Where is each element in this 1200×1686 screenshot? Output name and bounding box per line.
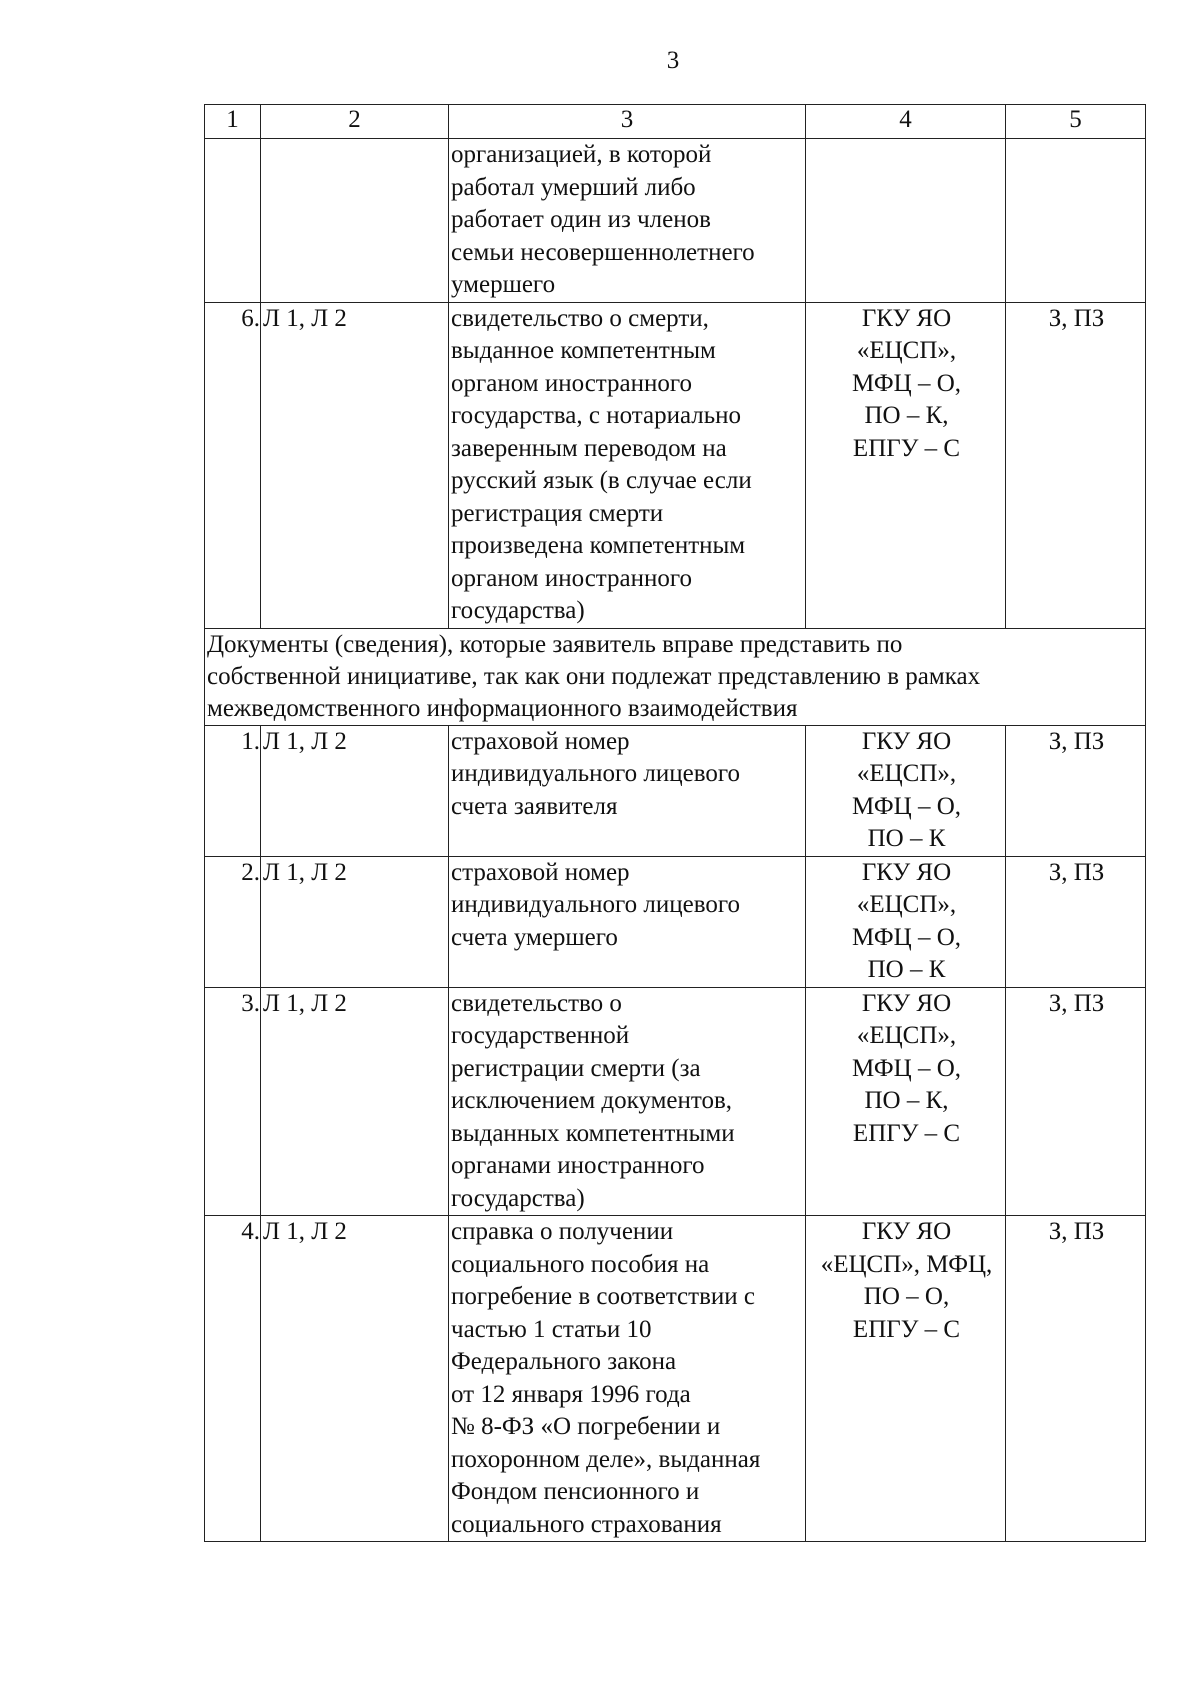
document-cell [449,1216,806,1542]
document-text-line: организацией, в которой [451,141,712,168]
row-number: 3. [205,987,261,1216]
form-cell: З, ПЗ [1006,1216,1146,1542]
code-cell: Л 1, Л 2 [261,987,449,1216]
section-heading [205,628,1146,725]
document-text-line: № 8-ФЗ «О погребении и [451,1413,721,1440]
form-cell: З, ПЗ [1006,302,1146,628]
document-cell [449,302,806,628]
where-line: ГКУ ЯО [861,858,952,886]
where-cell [806,302,1006,628]
code-cell: Л 1, Л 2 [261,302,449,628]
where-cell [806,1216,1006,1542]
where-line: ЕПГУ – С [852,1119,961,1147]
document-text-line: органом иностранного [451,369,693,397]
column-number: 4 [806,105,1006,139]
where-line: «ЕЦСП», [856,760,957,787]
where-cell [806,987,1006,1216]
section-heading-row [205,628,1146,725]
where-line: «ЕЦСП», [856,337,957,364]
documents-table [204,104,1146,1542]
document-text-line: русский язык (в случае если [451,467,752,494]
code-cell: Л 1, Л 2 [261,1216,449,1542]
row-number: 4. [205,1216,261,1542]
document-text-line: органами иностранного [451,1152,705,1179]
document-text-line: заверенным переводом на [451,434,727,462]
where-line: «ЕЦСП», МФЦ, [820,1250,993,1278]
document-text-line: умершего [451,271,556,298]
where-line: «ЕЦСП», [856,891,957,918]
column-number-row [205,105,1146,139]
where-line: ЕПГУ – С [852,1315,961,1343]
document-text-line: страховой номер [451,858,630,886]
where-line: ГКУ ЯО [861,727,952,755]
document-text-line: органом иностранного [451,564,693,592]
document-text-line: счета заявителя [451,792,618,820]
document-text-line: регистрация смерти [451,499,664,527]
document-text-line: страховой номер [451,727,630,755]
form-cell: З, ПЗ [1006,987,1146,1216]
where-cell [806,139,1006,303]
form-cell [1006,139,1146,303]
document-text-line: частью 1 статьи 10 [451,1315,652,1343]
where-cell [806,856,1006,987]
where-line: ГКУ ЯО [861,304,952,332]
document-cell [449,856,806,987]
where-line: ГКУ ЯО [861,1218,952,1245]
document-text-line: Федерального закона [451,1348,677,1375]
document-text-line: справка о получении [451,1218,674,1245]
form-cell: З, ПЗ [1006,725,1146,856]
where-cell [806,725,1006,856]
where-line: ЕПГУ – С [852,434,961,462]
where-line: МФЦ – О, [851,923,961,951]
document-text-line: индивидуального лицевого [451,891,740,918]
section-heading-line: межведомственного информационного взаимодействия [207,694,798,722]
where-line: ПО – К, [864,1087,949,1114]
code-cell [261,139,449,303]
table-row [205,987,1146,1216]
document-cell [449,139,806,303]
row-number: 1. [205,725,261,856]
document-text-line: государства) [451,597,585,624]
document-cell [449,987,806,1216]
table-row [205,1216,1146,1542]
document-text-line: похоронном деле», выданная [451,1445,761,1473]
where-line: МФЦ – О, [851,792,961,820]
section-heading-line: Документы (сведения), которые заявитель вправе представить по [207,630,903,658]
table-row-continued [205,139,1146,303]
document-text-line: работает один из членов [451,206,711,233]
form-cell: З, ПЗ [1006,856,1146,987]
document-text-line: социального страхования [451,1510,722,1538]
where-line: ПО – К [867,956,946,983]
section-heading-line: собственной инициативе, так как они подлежат представлению в рамках [207,662,981,690]
document-text-line: произведена компетентным [451,532,746,559]
document-text-line: индивидуального лицевого [451,760,740,787]
document-text-line: погребение в соответствии с [451,1283,755,1310]
document-text-line: исключением документов, [451,1087,733,1114]
document-text-line: выданных компетентными [451,1119,735,1147]
column-number: 3 [449,105,806,139]
where-line: ПО – К, [864,402,949,429]
column-number: 5 [1006,105,1146,139]
table-row [205,302,1146,628]
row-number: 6. [205,302,261,628]
document-text-line: социального пособия на [451,1250,710,1278]
where-line: «ЕЦСП», [856,1022,957,1049]
row-number-cell [205,139,261,303]
document-text-line: семьи несовершеннолетнего [451,238,755,266]
document-text-line: государства, с нотариально [451,402,742,429]
where-line: ПО – О, [863,1283,950,1310]
where-line: МФЦ – О, [851,369,961,397]
where-line: ПО – К [867,825,946,852]
table-row [205,856,1146,987]
page-number: 3 [666,47,680,74]
document-text-line: государственной [451,1022,630,1049]
document-text-line: государства) [451,1184,585,1212]
document-text-line: работал умерший либо [451,173,696,201]
where-line: МФЦ – О, [851,1054,961,1082]
column-number: 2 [261,105,449,139]
row-number: 2. [205,856,261,987]
document-text-line: Фондом пенсионного и [451,1478,700,1505]
document-text-line: счета умершего [451,923,618,951]
column-number: 1 [205,105,261,139]
document-text-line: от 12 января 1996 года [451,1380,691,1408]
document-cell [449,725,806,856]
document-text-line: свидетельство о смерти, [451,304,709,332]
document-text-line: свидетельство о [451,989,622,1017]
where-line: ГКУ ЯО [861,989,952,1017]
table-row [205,725,1146,856]
document-text-line: выданное компетентным [451,337,716,364]
code-cell: Л 1, Л 2 [261,856,449,987]
code-cell: Л 1, Л 2 [261,725,449,856]
document-text-line: регистрации смерти (за [451,1054,701,1082]
